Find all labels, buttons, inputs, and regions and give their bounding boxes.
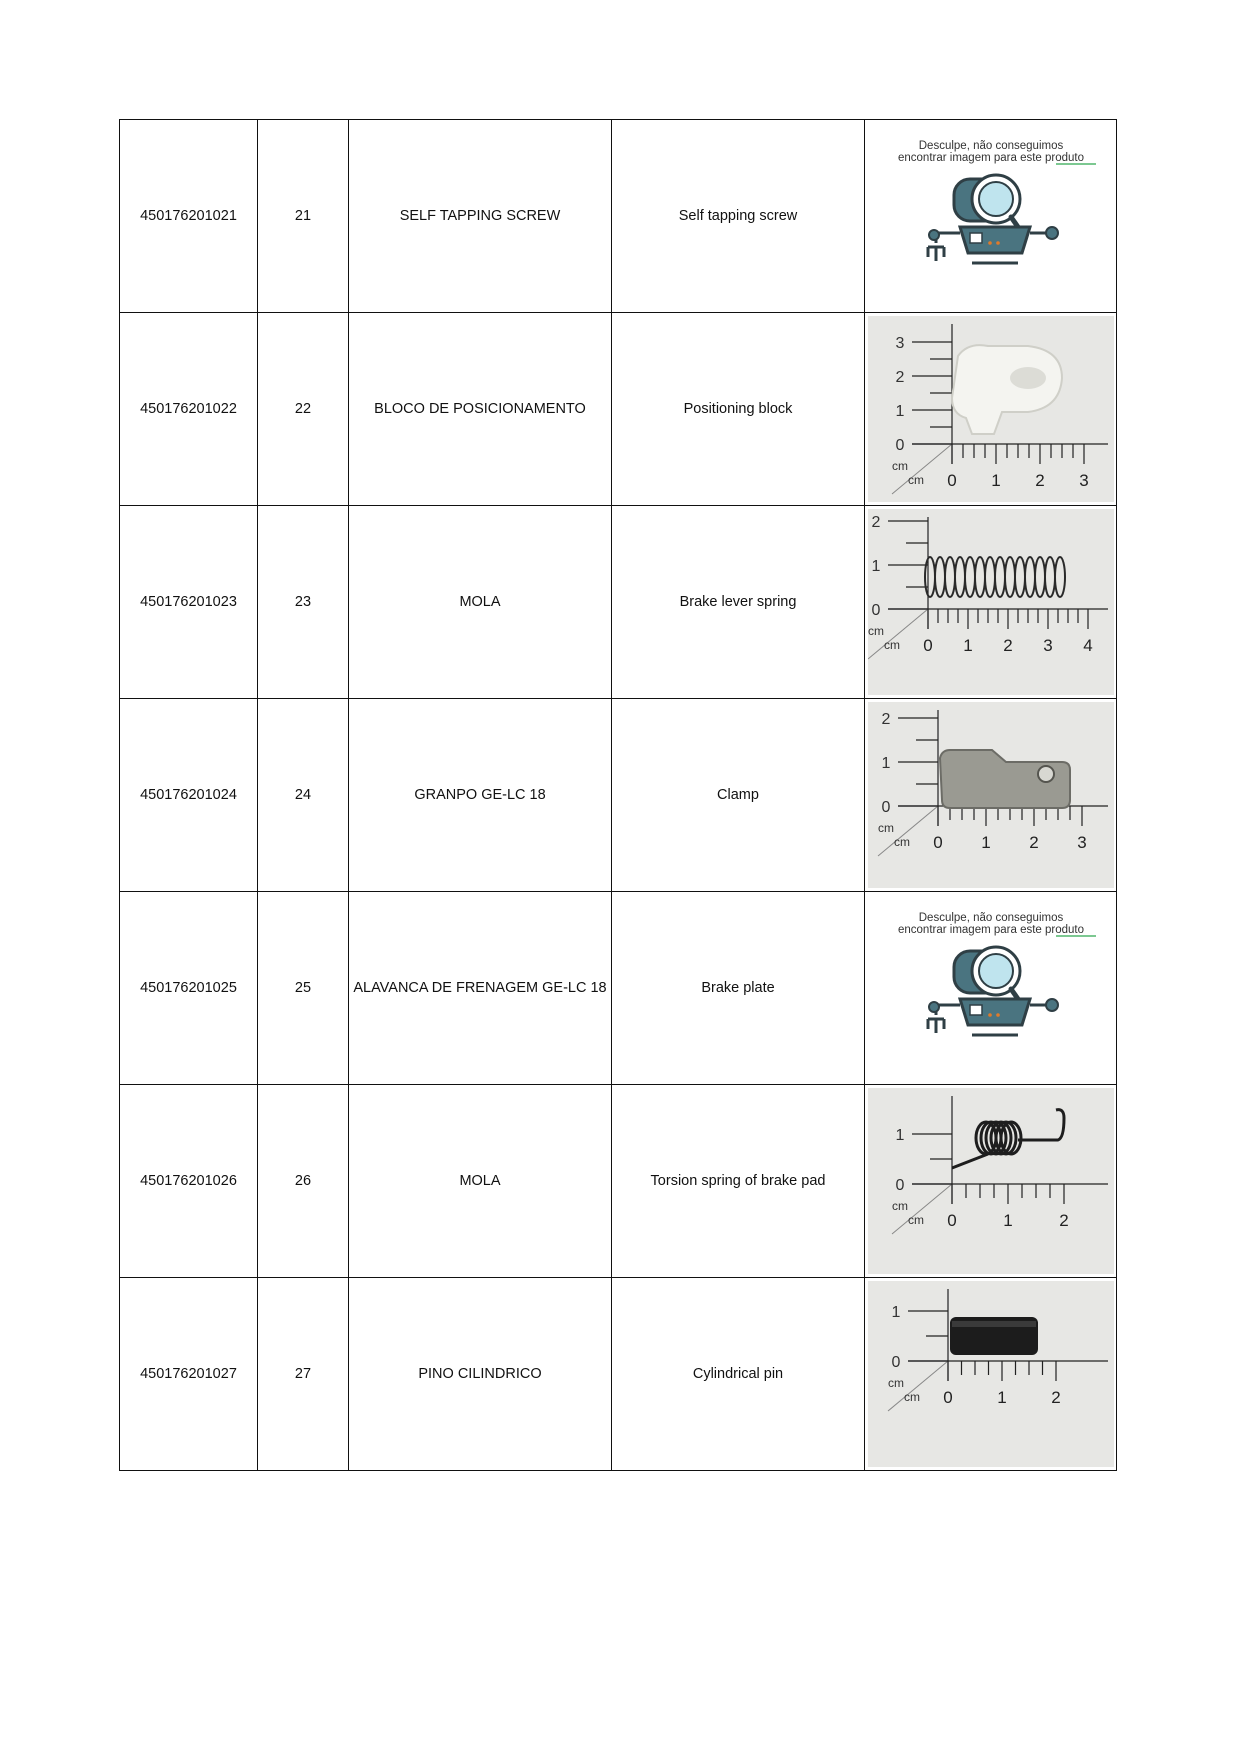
ruler-x-label: 1 <box>962 636 973 655</box>
part-image-cell <box>865 699 1117 892</box>
table-row <box>120 892 1117 1085</box>
ruler-x-label: 1 <box>996 1388 1007 1407</box>
ruler-unit-label: cm <box>867 624 884 638</box>
placeholder-text-line1: Desculpe, não conseguimos <box>918 140 1063 152</box>
part-name-en: Clamp <box>612 699 865 892</box>
part-image-cell <box>865 1085 1117 1278</box>
part-number: 27 <box>258 1278 349 1471</box>
placeholder-text-line1: Desculpe, não conseguimos <box>918 912 1063 924</box>
ruler-unit-label: cm <box>907 1213 924 1227</box>
ruler-x-label: 2 <box>1002 636 1013 655</box>
part-code: 450176201023 <box>120 506 258 699</box>
ruler-y-label: 0 <box>871 602 880 619</box>
part-name-pt: MOLA <box>349 1085 612 1278</box>
ruler-x-label: 0 <box>932 833 943 852</box>
part-name-pt: PINO CILINDRICO <box>349 1278 612 1471</box>
ruler-y-label: 1 <box>891 1304 900 1321</box>
ruler-unit-label: cm <box>891 1199 908 1213</box>
ruler-x-label: 0 <box>946 471 957 490</box>
ruler-unit-label: cm <box>893 835 910 849</box>
part-number: 26 <box>258 1085 349 1278</box>
ruler-y-label: 0 <box>895 1177 904 1194</box>
ruler-y-label: 0 <box>895 437 904 454</box>
part-image <box>868 702 1114 888</box>
part-image <box>868 509 1114 695</box>
part-name-pt: SELF TAPPING SCREW <box>349 120 612 313</box>
part-image <box>868 1088 1114 1274</box>
part-name-pt: ALAVANCA DE FRENAGEM GE-LC 18 <box>349 892 612 1085</box>
part-number: 21 <box>258 120 349 313</box>
part-number: 25 <box>258 892 349 1085</box>
part-name-pt: MOLA <box>349 506 612 699</box>
ruler-x-label: 0 <box>946 1211 957 1230</box>
part-name-en: Brake lever spring <box>612 506 865 699</box>
part-number: 24 <box>258 699 349 892</box>
ruler-unit-label: cm <box>907 473 924 487</box>
table-row <box>120 120 1117 313</box>
ruler-y-label: 1 <box>895 403 904 420</box>
placeholder-text-line2: encontrar imagem para este produto <box>897 152 1084 164</box>
ruler-y-label: 1 <box>895 1127 904 1144</box>
cylindrical-pin-photo <box>950 1317 1038 1355</box>
part-number: 22 <box>258 313 349 506</box>
ruler-x-label: 2 <box>1034 471 1045 490</box>
ruler-y-label: 0 <box>891 1354 900 1371</box>
part-code: 450176201025 <box>120 892 258 1085</box>
part-image-cell <box>865 506 1117 699</box>
part-image-cell <box>865 313 1117 506</box>
part-code: 450176201027 <box>120 1278 258 1471</box>
part-image <box>868 1281 1114 1467</box>
ruler-x-label: 2 <box>1058 1211 1069 1230</box>
ruler-unit-label: cm <box>883 638 900 652</box>
ruler-x-label: 3 <box>1042 636 1053 655</box>
part-name-en: Positioning block <box>612 313 865 506</box>
part-code: 450176201026 <box>120 1085 258 1278</box>
ruler-x-label: 1 <box>990 471 1001 490</box>
table-row <box>120 313 1117 506</box>
ruler-y-label: 2 <box>881 711 890 728</box>
part-name-en: Self tapping screw <box>612 120 865 313</box>
ruler-unit-label: cm <box>891 459 908 473</box>
ruler-x-label: 4 <box>1082 636 1093 655</box>
part-code: 450176201024 <box>120 699 258 892</box>
part-name-pt: BLOCO DE POSICIONAMENTO <box>349 313 612 506</box>
ruler-unit-label: cm <box>877 821 894 835</box>
table-row <box>120 1278 1117 1471</box>
part-image <box>868 123 1114 309</box>
ruler-x-label: 1 <box>980 833 991 852</box>
ruler-x-label: 0 <box>922 636 933 655</box>
part-name-en: Torsion spring of brake pad <box>612 1085 865 1278</box>
part-image <box>868 316 1114 502</box>
ruler-y-label: 3 <box>895 335 904 352</box>
ruler-unit-label: cm <box>887 1376 904 1390</box>
table-row <box>120 506 1117 699</box>
part-name-en: Brake plate <box>612 892 865 1085</box>
ruler-x-label: 2 <box>1028 833 1039 852</box>
table-row <box>120 699 1117 892</box>
part-image-cell <box>865 120 1117 313</box>
ruler-x-label: 1 <box>1002 1211 1013 1230</box>
ruler-y-label: 2 <box>895 369 904 386</box>
ruler-x-label: 3 <box>1078 471 1089 490</box>
part-name-pt: GRANPO GE-LC 18 <box>349 699 612 892</box>
table-row <box>120 1085 1117 1278</box>
part-name-en: Cylindrical pin <box>612 1278 865 1471</box>
part-code: 450176201021 <box>120 120 258 313</box>
placeholder-text-line2: encontrar imagem para este produto <box>897 924 1084 936</box>
ruler-y-label: 1 <box>881 755 890 772</box>
ruler-y-label: 0 <box>881 799 890 816</box>
part-image <box>868 895 1114 1081</box>
ruler-y-label: 1 <box>871 558 880 575</box>
part-image-cell <box>865 1278 1117 1471</box>
ruler-y-label: 2 <box>871 514 880 531</box>
ruler-unit-label: cm <box>903 1390 920 1404</box>
part-code: 450176201022 <box>120 313 258 506</box>
part-number: 23 <box>258 506 349 699</box>
ruler-x-label: 2 <box>1050 1388 1061 1407</box>
parts-table <box>119 119 1117 1471</box>
part-image-cell <box>865 892 1117 1085</box>
ruler-x-label: 0 <box>942 1388 953 1407</box>
ruler-x-label: 3 <box>1076 833 1087 852</box>
